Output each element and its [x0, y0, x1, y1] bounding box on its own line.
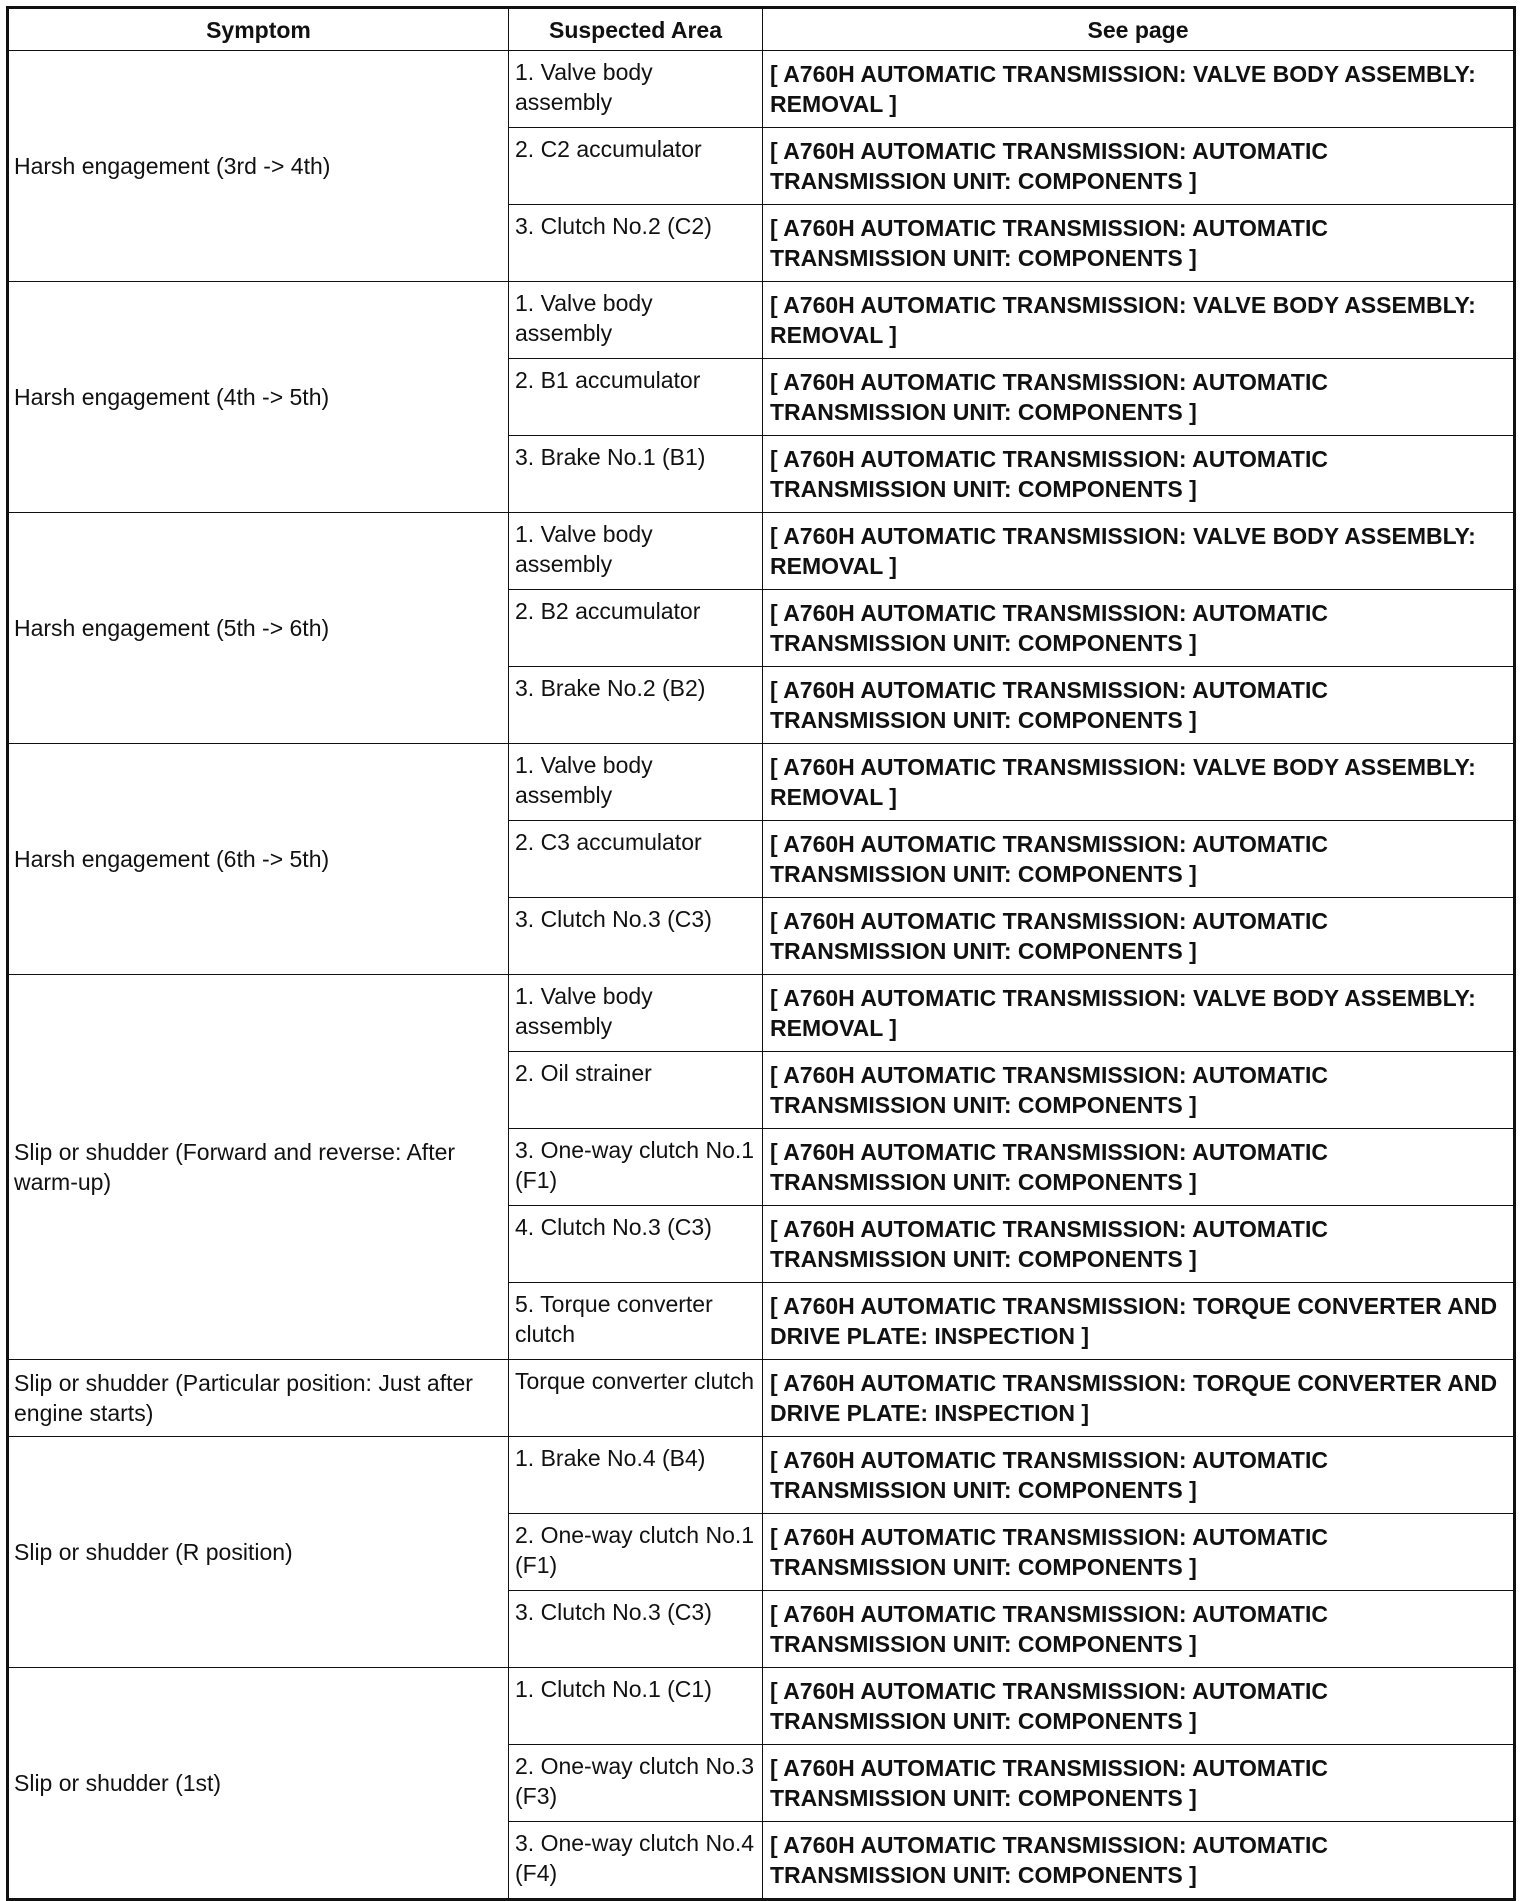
table-body: [8, 51, 1515, 1900]
see-page-cell: [763, 1206, 1515, 1283]
header-symptom: Symptom: [8, 8, 509, 51]
suspected-area-cell: 4. Clutch No.3 (C3): [509, 1206, 763, 1283]
table-row: [8, 51, 1515, 128]
suspected-area-cell: 3. Brake No.2 (B2): [509, 667, 763, 744]
see-page-reference: [ A760H AUTOMATIC TRANSMISSION: VALVE BODY ASSEMBLY: REMOVAL ]: [770, 754, 1476, 810]
see-page-cell: [763, 1437, 1515, 1514]
see-page-reference: [ A760H AUTOMATIC TRANSMISSION: AUTOMATIC TRANSMISSION UNIT: COMPONENTS ]: [770, 1139, 1328, 1195]
see-page-reference: [ A760H AUTOMATIC TRANSMISSION: TORQUE CONVERTER AND DRIVE PLATE: INSPECTION ]: [770, 1370, 1498, 1426]
suspected-area-cell: 1. Valve body assembly: [509, 51, 763, 128]
suspected-area-cell: 1. Valve body assembly: [509, 513, 763, 590]
see-page-cell: [763, 1514, 1515, 1591]
see-page-reference: [ A760H AUTOMATIC TRANSMISSION: AUTOMATIC TRANSMISSION UNIT: COMPONENTS ]: [770, 600, 1328, 656]
see-page-reference: [ A760H AUTOMATIC TRANSMISSION: AUTOMATIC TRANSMISSION UNIT: COMPONENTS ]: [770, 1755, 1328, 1811]
suspected-area-cell: 5. Torque converter clutch: [509, 1283, 763, 1360]
see-page-cell: [763, 51, 1515, 128]
suspected-area-cell: 3. One-way clutch No.1 (F1): [509, 1129, 763, 1206]
symptom-cell: Harsh engagement (4th -> 5th): [8, 282, 509, 513]
symptom-cell: Slip or shudder (1st): [8, 1668, 509, 1900]
see-page-reference: [ A760H AUTOMATIC TRANSMISSION: AUTOMATIC TRANSMISSION UNIT: COMPONENTS ]: [770, 446, 1328, 502]
see-page-cell: [763, 1822, 1515, 1900]
suspected-area-cell: 2. One-way clutch No.1 (F1): [509, 1514, 763, 1591]
see-page-reference: [ A760H AUTOMATIC TRANSMISSION: AUTOMATIC TRANSMISSION UNIT: COMPONENTS ]: [770, 677, 1328, 733]
table-row: [8, 1668, 1515, 1745]
symptom-cell: Harsh engagement (3rd -> 4th): [8, 51, 509, 282]
see-page-cell: [763, 667, 1515, 744]
see-page-reference: [ A760H AUTOMATIC TRANSMISSION: VALVE BODY ASSEMBLY: REMOVAL ]: [770, 523, 1476, 579]
suspected-area-cell: 2. C3 accumulator: [509, 821, 763, 898]
see-page-cell: [763, 282, 1515, 359]
see-page-reference: [ A760H AUTOMATIC TRANSMISSION: AUTOMATIC TRANSMISSION UNIT: COMPONENTS ]: [770, 1062, 1328, 1118]
see-page-cell: [763, 128, 1515, 205]
suspected-area-cell: 1. Valve body assembly: [509, 975, 763, 1052]
symptom-cell: Slip or shudder (Forward and reverse: After warm-up): [8, 975, 509, 1360]
see-page-reference: [ A760H AUTOMATIC TRANSMISSION: AUTOMATIC TRANSMISSION UNIT: COMPONENTS ]: [770, 369, 1328, 425]
suspected-area-cell: 2. Oil strainer: [509, 1052, 763, 1129]
see-page-cell: [763, 590, 1515, 667]
see-page-reference: [ A760H AUTOMATIC TRANSMISSION: TORQUE CONVERTER AND DRIVE PLATE: INSPECTION ]: [770, 1293, 1498, 1349]
see-page-reference: [ A760H AUTOMATIC TRANSMISSION: VALVE BODY ASSEMBLY: REMOVAL ]: [770, 985, 1476, 1041]
symptom-cell: Harsh engagement (5th -> 6th): [8, 513, 509, 744]
see-page-reference: [ A760H AUTOMATIC TRANSMISSION: AUTOMATIC TRANSMISSION UNIT: COMPONENTS ]: [770, 1216, 1328, 1272]
see-page-cell: [763, 898, 1515, 975]
see-page-reference: [ A760H AUTOMATIC TRANSMISSION: AUTOMATIC TRANSMISSION UNIT: COMPONENTS ]: [770, 1678, 1328, 1734]
symptom-cell: Harsh engagement (6th -> 5th): [8, 744, 509, 975]
table-row: [8, 282, 1515, 359]
see-page-cell: [763, 744, 1515, 821]
suspected-area-cell: 3. Brake No.1 (B1): [509, 436, 763, 513]
table-row: [8, 1360, 1515, 1437]
see-page-cell: [763, 1745, 1515, 1822]
see-page-cell: [763, 1052, 1515, 1129]
see-page-cell: [763, 1129, 1515, 1206]
see-page-cell: [763, 205, 1515, 282]
see-page-reference: [ A760H AUTOMATIC TRANSMISSION: AUTOMATIC TRANSMISSION UNIT: COMPONENTS ]: [770, 215, 1328, 271]
table-row: [8, 1437, 1515, 1514]
suspected-area-cell: Torque converter clutch: [509, 1360, 763, 1437]
table-header-row: [8, 8, 1515, 51]
suspected-area-cell: 2. B1 accumulator: [509, 359, 763, 436]
see-page-cell: [763, 1283, 1515, 1360]
see-page-reference: [ A760H AUTOMATIC TRANSMISSION: AUTOMATIC TRANSMISSION UNIT: COMPONENTS ]: [770, 1832, 1328, 1888]
see-page-reference: [ A760H AUTOMATIC TRANSMISSION: AUTOMATIC TRANSMISSION UNIT: COMPONENTS ]: [770, 138, 1328, 194]
see-page-reference: [ A760H AUTOMATIC TRANSMISSION: VALVE BODY ASSEMBLY: REMOVAL ]: [770, 61, 1476, 117]
troubleshooting-table: [6, 6, 1516, 1901]
suspected-area-cell: 2. B2 accumulator: [509, 590, 763, 667]
symptom-cell: Slip or shudder (R position): [8, 1437, 509, 1668]
suspected-area-cell: 2. C2 accumulator: [509, 128, 763, 205]
see-page-cell: [763, 436, 1515, 513]
see-page-reference: [ A760H AUTOMATIC TRANSMISSION: AUTOMATIC TRANSMISSION UNIT: COMPONENTS ]: [770, 1447, 1328, 1503]
suspected-area-cell: 1. Valve body assembly: [509, 282, 763, 359]
table-row: [8, 513, 1515, 590]
see-page-cell: [763, 1360, 1515, 1437]
suspected-area-cell: 1. Clutch No.1 (C1): [509, 1668, 763, 1745]
see-page-cell: [763, 821, 1515, 898]
suspected-area-cell: 2. One-way clutch No.3 (F3): [509, 1745, 763, 1822]
symptom-cell: Slip or shudder (Particular position: Just after engine starts): [8, 1360, 509, 1437]
see-page-cell: [763, 1668, 1515, 1745]
see-page-reference: [ A760H AUTOMATIC TRANSMISSION: AUTOMATIC TRANSMISSION UNIT: COMPONENTS ]: [770, 1524, 1328, 1580]
see-page-reference: [ A760H AUTOMATIC TRANSMISSION: AUTOMATIC TRANSMISSION UNIT: COMPONENTS ]: [770, 1601, 1328, 1657]
see-page-cell: [763, 359, 1515, 436]
header-see-page: See page: [763, 8, 1515, 51]
suspected-area-cell: 3. One-way clutch No.4 (F4): [509, 1822, 763, 1900]
suspected-area-cell: 3. Clutch No.3 (C3): [509, 1591, 763, 1668]
table-row: [8, 744, 1515, 821]
see-page-cell: [763, 513, 1515, 590]
see-page-reference: [ A760H AUTOMATIC TRANSMISSION: AUTOMATIC TRANSMISSION UNIT: COMPONENTS ]: [770, 908, 1328, 964]
header-suspected-area: Suspected Area: [509, 8, 763, 51]
see-page-reference: [ A760H AUTOMATIC TRANSMISSION: VALVE BODY ASSEMBLY: REMOVAL ]: [770, 292, 1476, 348]
table-row: [8, 975, 1515, 1052]
suspected-area-cell: 3. Clutch No.2 (C2): [509, 205, 763, 282]
suspected-area-cell: 1. Valve body assembly: [509, 744, 763, 821]
see-page-cell: [763, 975, 1515, 1052]
suspected-area-cell: 3. Clutch No.3 (C3): [509, 898, 763, 975]
see-page-reference: [ A760H AUTOMATIC TRANSMISSION: AUTOMATIC TRANSMISSION UNIT: COMPONENTS ]: [770, 831, 1328, 887]
suspected-area-cell: 1. Brake No.4 (B4): [509, 1437, 763, 1514]
see-page-cell: [763, 1591, 1515, 1668]
